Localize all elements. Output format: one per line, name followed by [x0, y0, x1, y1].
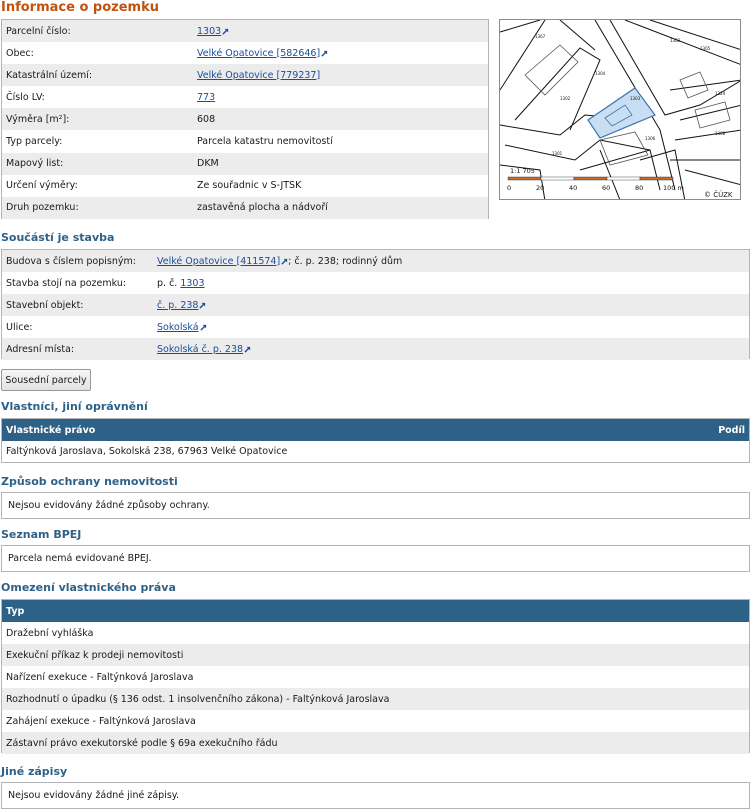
info-row-value	[197, 26, 488, 37]
building-row-value	[157, 322, 749, 333]
protection-heading: Způsob ochrany nemovitosti	[1, 475, 178, 488]
owners-table-header	[2, 419, 749, 441]
restrictions-col-type: Typ	[6, 605, 25, 617]
owners-col-right-of-ownership: Vlastnické právo	[6, 424, 96, 436]
info-row	[2, 197, 488, 219]
svg-text:1308: 1308	[715, 131, 726, 136]
page-title: Informace o pozemku	[1, 0, 159, 15]
restriction-type: Zástavní právo exekutorské podle § 69a exekučního řádu	[6, 737, 278, 749]
building-row-value	[157, 300, 749, 311]
info-row-value: zastavěná plocha a nádvoří	[197, 202, 328, 214]
protection-text: Nejsou evidovány žádné způsoby ochrany.	[8, 500, 210, 511]
restrictions-table-header	[2, 600, 749, 622]
info-row-label: Obec:	[6, 47, 34, 59]
building-row-link[interactable]: č. p. 238	[157, 299, 199, 311]
restriction-type: Exekuční příkaz k prodeji nemovitosti	[6, 649, 184, 661]
map-scale-tick: 0	[507, 184, 512, 192]
map-svg	[500, 20, 741, 200]
info-row-value: Ze souřadnic v S-JTSK	[197, 180, 302, 192]
info-row-label: Katastrální území:	[6, 69, 93, 81]
building-row	[2, 338, 749, 360]
svg-text:1306: 1306	[645, 136, 656, 141]
info-row-label: Číslo LV:	[6, 91, 45, 103]
info-row-link[interactable]: 1303	[197, 25, 222, 37]
bpej-heading: Seznam BPEJ	[1, 528, 82, 541]
bpej-box	[1, 545, 750, 572]
building-row-label: Stavební objekt:	[6, 299, 84, 311]
other-text: Nejsou evidovány žádné jiné zápisy.	[8, 790, 180, 801]
table-row	[2, 441, 749, 462]
building-row-suffix: ; č. p. 238; rodinný dům	[288, 255, 403, 267]
svg-text:1324: 1324	[715, 91, 726, 96]
info-row	[2, 20, 488, 42]
building-row-value	[157, 344, 749, 355]
info-row-link[interactable]: Velké Opatovice [779237]	[197, 69, 321, 81]
map-scale-tick: 40	[569, 184, 578, 192]
table-row	[2, 710, 749, 732]
restriction-type: Zahájení exekuce - Faltýnková Jaroslava	[6, 715, 196, 727]
info-row-label: Mapový list:	[6, 158, 64, 170]
info-row	[2, 153, 488, 175]
map-scale-text: 1:1 705	[510, 167, 535, 175]
svg-text:1301: 1301	[552, 151, 563, 156]
info-row	[2, 64, 488, 86]
info-row-value: 608	[197, 113, 216, 125]
owners-heading: Vlastníci, jiní oprávnění	[1, 400, 148, 413]
building-row-link[interactable]: Sokolská č. p. 238	[157, 343, 244, 355]
restriction-type: Rozhodnutí o úpadku (§ 136 odst. 1 insolvenčního zákona) - Faltýnková Jaroslava	[6, 693, 390, 705]
restrictions-table	[1, 599, 750, 753]
external-link-icon[interactable]	[200, 324, 207, 331]
info-row-label: Výměra [m²]:	[6, 113, 70, 125]
info-row-label: Typ parcely:	[6, 136, 63, 148]
restriction-type: Nařízení exekuce - Faltýnková Jaroslava	[6, 671, 194, 683]
building-row	[2, 272, 749, 294]
map-scale-tick: 60	[602, 184, 611, 192]
external-link-icon[interactable]	[244, 346, 251, 353]
owners-col-share: Podíl	[718, 424, 745, 436]
svg-text:1303: 1303	[670, 38, 681, 43]
map-scale-tick: 80	[635, 184, 644, 192]
building-row	[2, 316, 749, 338]
svg-text:1303: 1303	[630, 96, 641, 101]
svg-text:1367: 1367	[535, 34, 546, 39]
external-link-icon[interactable]	[222, 28, 229, 35]
svg-text:1304: 1304	[595, 71, 606, 76]
info-row-value	[197, 70, 488, 81]
map-scale-tick: 20	[536, 184, 545, 192]
building-row-prefix: p. č.	[157, 277, 181, 289]
info-row	[2, 130, 488, 152]
parcel-info-table	[1, 19, 489, 219]
table-row	[2, 732, 749, 754]
info-row	[2, 42, 488, 64]
building-row-label: Ulice:	[6, 321, 33, 333]
building-row-label: Adresní místa:	[6, 343, 75, 355]
map-copyright: © ČÚZK	[704, 191, 733, 199]
table-row	[2, 622, 749, 644]
neighbors-button[interactable]: Sousední parcely	[1, 369, 91, 391]
building-row-link[interactable]: 1303	[180, 277, 205, 289]
info-row-link[interactable]: Velké Opatovice [582646]	[197, 47, 321, 59]
restriction-type: Dražební vyhláška	[6, 627, 94, 639]
info-row-label: Určení výměry:	[6, 180, 78, 192]
table-row	[2, 688, 749, 710]
building-row	[2, 294, 749, 316]
bpej-text: Parcela nemá evidované BPEJ.	[8, 553, 152, 564]
svg-text:1305: 1305	[700, 46, 711, 51]
building-row-label: Stavba stojí na pozemku:	[6, 277, 127, 289]
building-row-link[interactable]: Sokolská	[157, 321, 199, 333]
info-row	[2, 108, 488, 130]
building-heading: Součástí je stavba	[1, 231, 115, 244]
other-heading: Jiné zápisy	[1, 765, 68, 778]
protection-box	[1, 492, 750, 519]
building-row-value	[157, 256, 749, 267]
building-row	[2, 250, 749, 272]
info-row-value: DKM	[197, 158, 219, 170]
external-link-icon[interactable]	[199, 302, 206, 309]
external-link-icon[interactable]	[321, 50, 328, 57]
other-box	[1, 782, 750, 809]
building-table	[1, 249, 750, 359]
building-row-label: Budova s číslem popisným:	[6, 255, 136, 267]
info-row	[2, 175, 488, 197]
svg-text:1302: 1302	[560, 96, 571, 101]
table-row	[2, 644, 749, 666]
table-row	[2, 666, 749, 688]
info-row-label: Parcelní číslo:	[6, 25, 71, 37]
owner-name: Faltýnková Jaroslava, Sokolská 238, 67963 Velké Opatovice	[6, 446, 288, 457]
info-row-label: Druh pozemku:	[6, 202, 79, 214]
info-row-value	[197, 92, 488, 103]
info-row-link[interactable]: 773	[197, 91, 216, 103]
restrictions-heading: Omezení vlastnického práva	[1, 581, 176, 594]
building-row-link[interactable]: Velké Opatovice [411574]	[157, 255, 281, 267]
info-row-value: Parcela katastru nemovitostí	[197, 136, 333, 148]
info-row-value	[197, 48, 488, 59]
info-row	[2, 86, 488, 108]
parcel-map[interactable]	[499, 19, 741, 200]
map-scale-tick: 100 m	[663, 184, 684, 192]
owners-table	[1, 418, 750, 463]
building-row-value	[157, 278, 749, 289]
